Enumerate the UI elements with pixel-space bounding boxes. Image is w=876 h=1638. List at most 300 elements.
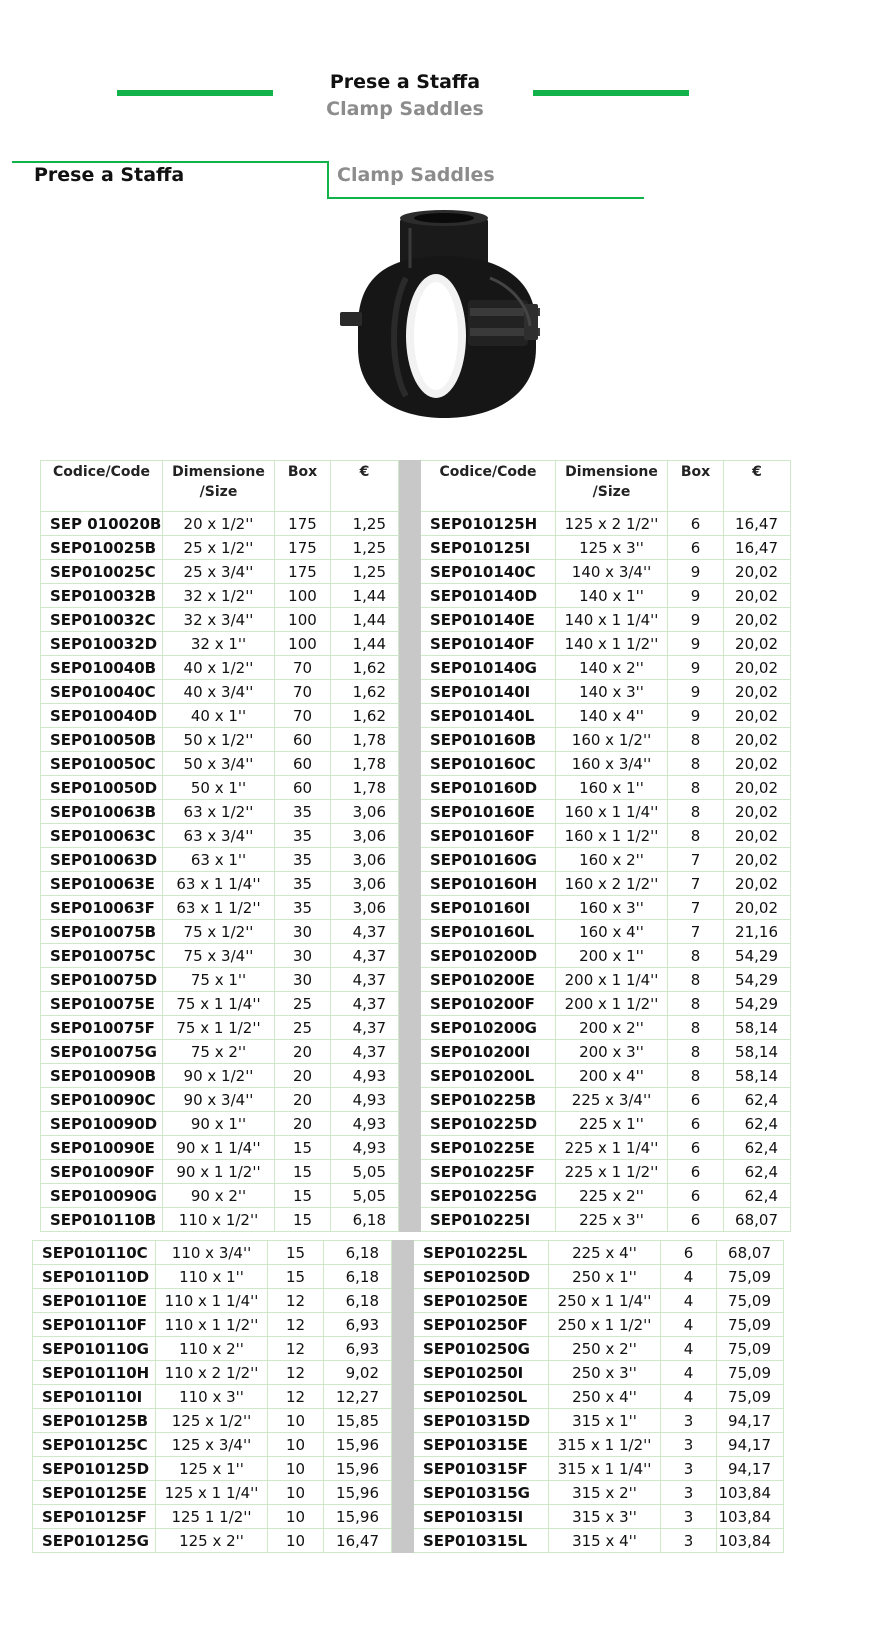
cell-box: 6 [668, 1184, 724, 1208]
cell-box: 8 [668, 1016, 724, 1040]
cell-box: 35 [275, 824, 331, 848]
cell-code: SEP010200L [421, 1064, 556, 1088]
cell-price: 54,29 [724, 992, 791, 1016]
cell-price: 15,96 [324, 1433, 392, 1457]
cell-code: SEP010075D [41, 968, 163, 992]
table-row [41, 944, 791, 968]
cell-code: SEP010160B [421, 728, 556, 752]
cell-box: 12 [268, 1289, 324, 1313]
cell-size: 125 x 1/2'' [156, 1409, 268, 1433]
cell-size: 25 x 3/4'' [163, 560, 275, 584]
table-row [41, 680, 791, 704]
cell-code: SEP010140D [421, 584, 556, 608]
cell-price: 103,84 [717, 1529, 784, 1553]
cell-code: SEP010140E [421, 608, 556, 632]
cell-code: SEP010110F [33, 1313, 156, 1337]
cell-price: 58,14 [724, 1040, 791, 1064]
cell-size: 140 x 1'' [556, 584, 668, 608]
cell-size: 125 x 3/4'' [156, 1433, 268, 1457]
cell-box: 20 [275, 1112, 331, 1136]
cell-size: 110 x 1 1/4'' [156, 1289, 268, 1313]
cell-price: 4,37 [331, 944, 399, 968]
cell-code: SEP010250D [414, 1265, 549, 1289]
cell-price: 62,4 [724, 1112, 791, 1136]
cell-box: 70 [275, 680, 331, 704]
cell-box: 4 [661, 1385, 717, 1409]
cell-box: 25 [275, 1016, 331, 1040]
cell-size: 140 x 2'' [556, 656, 668, 680]
cell-price: 20,02 [724, 800, 791, 824]
cell-code: SEP010200F [421, 992, 556, 1016]
cell-size: 75 x 1/2'' [163, 920, 275, 944]
cell-size: 225 x 1 1/4'' [556, 1136, 668, 1160]
cell-box: 35 [275, 800, 331, 824]
cell-price: 1,44 [331, 632, 399, 656]
cell-box: 70 [275, 704, 331, 728]
cell-price: 4,93 [331, 1064, 399, 1088]
cell-box: 12 [268, 1385, 324, 1409]
cell-size: 225 x 1 1/2'' [556, 1160, 668, 1184]
cell-box: 3 [661, 1505, 717, 1529]
cell-box: 6 [668, 1112, 724, 1136]
column-separator [392, 1409, 414, 1433]
cell-size: 160 x 4'' [556, 920, 668, 944]
cell-price: 20,02 [724, 896, 791, 920]
price-table-top [40, 460, 791, 1232]
col-header-box: Box [275, 461, 331, 512]
cell-size: 110 x 2'' [156, 1337, 268, 1361]
section-label-english: Clamp Saddles [337, 164, 495, 186]
section-rule-left [12, 161, 328, 163]
table-row [33, 1289, 784, 1313]
cell-code: SEP010200I [421, 1040, 556, 1064]
cell-size: 63 x 3/4'' [163, 824, 275, 848]
cell-code: SEP010090D [41, 1112, 163, 1136]
col-header-size-line2: /Size [592, 484, 631, 500]
section-rule-step [327, 161, 329, 199]
column-separator [392, 1361, 414, 1385]
col-header-size [163, 461, 275, 512]
cell-code: SEP010250I [414, 1361, 549, 1385]
table-row [33, 1529, 784, 1553]
cell-size: 225 x 3/4'' [556, 1088, 668, 1112]
column-separator [399, 896, 421, 920]
cell-code: SEP010125C [33, 1433, 156, 1457]
cell-price: 12,27 [324, 1385, 392, 1409]
cell-code: SEP010050B [41, 728, 163, 752]
cell-code: SEP010160H [421, 872, 556, 896]
cell-box: 3 [661, 1433, 717, 1457]
cell-price: 3,06 [331, 896, 399, 920]
cell-size: 200 x 3'' [556, 1040, 668, 1064]
table-row [33, 1265, 784, 1289]
cell-box: 7 [668, 872, 724, 896]
cell-price: 75,09 [717, 1289, 784, 1313]
cell-box: 20 [275, 1088, 331, 1112]
cell-price: 21,16 [724, 920, 791, 944]
cell-price: 20,02 [724, 632, 791, 656]
cell-price: 5,05 [331, 1160, 399, 1184]
column-separator [399, 752, 421, 776]
cell-size: 160 x 3'' [556, 896, 668, 920]
column-separator [399, 920, 421, 944]
cell-box: 3 [661, 1457, 717, 1481]
cell-price: 4,37 [331, 992, 399, 1016]
cell-price: 20,02 [724, 680, 791, 704]
cell-box: 4 [661, 1337, 717, 1361]
table-row [41, 1040, 791, 1064]
cell-size: 110 x 1/2'' [163, 1208, 275, 1232]
cell-size: 32 x 3/4'' [163, 608, 275, 632]
cell-size: 75 x 1'' [163, 968, 275, 992]
cell-size: 125 x 2 1/2'' [556, 512, 668, 536]
cell-box: 12 [268, 1337, 324, 1361]
cell-code: SEP010125G [33, 1529, 156, 1553]
column-separator [392, 1481, 414, 1505]
table-row [41, 920, 791, 944]
table-row [41, 824, 791, 848]
table-row [41, 848, 791, 872]
cell-box: 60 [275, 752, 331, 776]
cell-box: 8 [668, 776, 724, 800]
column-separator [399, 608, 421, 632]
cell-size: 90 x 3/4'' [163, 1088, 275, 1112]
cell-price: 75,09 [717, 1361, 784, 1385]
cell-code: SEP010063B [41, 800, 163, 824]
table-row [41, 968, 791, 992]
cell-code: SEP010110D [33, 1265, 156, 1289]
cell-size: 250 x 2'' [549, 1337, 661, 1361]
cell-box: 15 [275, 1208, 331, 1232]
cell-size: 140 x 4'' [556, 704, 668, 728]
cell-price: 75,09 [717, 1265, 784, 1289]
column-separator [399, 776, 421, 800]
cell-price: 20,02 [724, 872, 791, 896]
cell-box: 35 [275, 848, 331, 872]
cell-box: 15 [268, 1265, 324, 1289]
cell-box: 12 [268, 1361, 324, 1385]
cell-box: 6 [668, 536, 724, 560]
column-separator [392, 1241, 414, 1265]
cell-size: 200 x 1 1/4'' [556, 968, 668, 992]
cell-box: 25 [275, 992, 331, 1016]
cell-box: 15 [275, 1160, 331, 1184]
cell-code: SEP010110E [33, 1289, 156, 1313]
cell-box: 15 [268, 1241, 324, 1265]
column-separator [399, 584, 421, 608]
cell-price: 20,02 [724, 608, 791, 632]
column-separator [392, 1289, 414, 1313]
table-row [33, 1409, 784, 1433]
cell-size: 125 x 1 1/4'' [156, 1481, 268, 1505]
cell-box: 9 [668, 680, 724, 704]
cell-code: SEP010160E [421, 800, 556, 824]
column-separator [399, 461, 421, 512]
table-row [41, 1160, 791, 1184]
column-separator [392, 1529, 414, 1553]
table-row [41, 536, 791, 560]
cell-box: 7 [668, 848, 724, 872]
cell-code: SEP010032B [41, 584, 163, 608]
cell-price: 62,4 [724, 1136, 791, 1160]
cell-price: 103,84 [717, 1481, 784, 1505]
cell-size: 50 x 1/2'' [163, 728, 275, 752]
cell-price: 1,78 [331, 728, 399, 752]
cell-size: 225 x 3'' [556, 1208, 668, 1232]
cell-price: 62,4 [724, 1160, 791, 1184]
cell-box: 4 [661, 1313, 717, 1337]
cell-price: 94,17 [717, 1433, 784, 1457]
table-row [41, 632, 791, 656]
cell-size: 315 x 1 1/2'' [549, 1433, 661, 1457]
cell-size: 225 x 4'' [549, 1241, 661, 1265]
cell-size: 160 x 3/4'' [556, 752, 668, 776]
column-separator [399, 848, 421, 872]
header-left-rule [117, 90, 273, 96]
col-header-size [556, 461, 668, 512]
cell-size: 140 x 1 1/4'' [556, 608, 668, 632]
cell-code: SEP010025C [41, 560, 163, 584]
cell-code: SEP 010020B [41, 512, 163, 536]
cell-box: 8 [668, 1064, 724, 1088]
cell-code: SEP010160F [421, 824, 556, 848]
cell-code: SEP010225L [414, 1241, 549, 1265]
cell-size: 90 x 1 1/2'' [163, 1160, 275, 1184]
cell-size: 160 x 1/2'' [556, 728, 668, 752]
table-row [41, 872, 791, 896]
cell-size: 90 x 2'' [163, 1184, 275, 1208]
cell-code: SEP010200G [421, 1016, 556, 1040]
cell-price: 6,18 [324, 1241, 392, 1265]
cell-box: 6 [668, 1160, 724, 1184]
table-row [41, 1208, 791, 1232]
cell-size: 20 x 1/2'' [163, 512, 275, 536]
cell-size: 250 x 1 1/4'' [549, 1289, 661, 1313]
section-label-italian: Prese a Staffa [34, 164, 185, 186]
cell-code: SEP010250G [414, 1337, 549, 1361]
table-row [33, 1385, 784, 1409]
cell-price: 54,29 [724, 944, 791, 968]
table-row [41, 584, 791, 608]
cell-size: 160 x 1 1/2'' [556, 824, 668, 848]
cell-size: 140 x 3'' [556, 680, 668, 704]
column-separator [399, 992, 421, 1016]
table-row [33, 1313, 784, 1337]
cell-code: SEP010140I [421, 680, 556, 704]
column-separator [399, 1160, 421, 1184]
cell-code: SEP010110H [33, 1361, 156, 1385]
cell-box: 8 [668, 944, 724, 968]
cell-code: SEP010200D [421, 944, 556, 968]
cell-size: 315 x 1 1/4'' [549, 1457, 661, 1481]
cell-box: 3 [661, 1409, 717, 1433]
cell-price: 1,25 [331, 512, 399, 536]
cell-size: 160 x 2'' [556, 848, 668, 872]
cell-box: 175 [275, 512, 331, 536]
cell-code: SEP010200E [421, 968, 556, 992]
cell-size: 63 x 1 1/4'' [163, 872, 275, 896]
table-row [41, 800, 791, 824]
column-separator [399, 872, 421, 896]
cell-box: 8 [668, 824, 724, 848]
cell-box: 8 [668, 968, 724, 992]
cell-code: SEP010140L [421, 704, 556, 728]
cell-price: 6,93 [324, 1313, 392, 1337]
cell-size: 250 x 4'' [549, 1385, 661, 1409]
cell-size: 75 x 2'' [163, 1040, 275, 1064]
table-row [41, 752, 791, 776]
cell-price: 3,06 [331, 848, 399, 872]
column-separator [399, 632, 421, 656]
cell-price: 20,02 [724, 728, 791, 752]
table-row [41, 1088, 791, 1112]
cell-size: 200 x 4'' [556, 1064, 668, 1088]
column-separator [399, 560, 421, 584]
cell-code: SEP010250E [414, 1289, 549, 1313]
table-row [33, 1337, 784, 1361]
cell-box: 9 [668, 608, 724, 632]
column-separator [392, 1505, 414, 1529]
cell-code: SEP010075C [41, 944, 163, 968]
cell-price: 103,84 [717, 1505, 784, 1529]
table-row [33, 1361, 784, 1385]
cell-box: 6 [668, 1136, 724, 1160]
price-table-bottom [32, 1240, 784, 1553]
cell-price: 1,44 [331, 608, 399, 632]
cell-code: SEP010032D [41, 632, 163, 656]
cell-size: 200 x 1 1/2'' [556, 992, 668, 1016]
cell-box: 35 [275, 896, 331, 920]
table-row [41, 992, 791, 1016]
cell-box: 8 [668, 992, 724, 1016]
cell-box: 175 [275, 560, 331, 584]
cell-box: 35 [275, 872, 331, 896]
cell-code: SEP010225B [421, 1088, 556, 1112]
cell-size: 125 x 1'' [156, 1457, 268, 1481]
table-row [41, 1112, 791, 1136]
cell-box: 9 [668, 560, 724, 584]
cell-code: SEP010063E [41, 872, 163, 896]
cell-box: 4 [661, 1289, 717, 1313]
cell-size: 40 x 1'' [163, 704, 275, 728]
column-separator [399, 1136, 421, 1160]
cell-size: 110 x 2 1/2'' [156, 1361, 268, 1385]
column-separator [399, 536, 421, 560]
cell-code: SEP010225F [421, 1160, 556, 1184]
cell-price: 20,02 [724, 848, 791, 872]
cell-code: SEP010140G [421, 656, 556, 680]
cell-box: 100 [275, 608, 331, 632]
cell-code: SEP010225G [421, 1184, 556, 1208]
cell-box: 8 [668, 752, 724, 776]
cell-price: 68,07 [717, 1241, 784, 1265]
cell-code: SEP010032C [41, 608, 163, 632]
column-separator [399, 1064, 421, 1088]
table-row [41, 1016, 791, 1040]
cell-code: SEP010110B [41, 1208, 163, 1232]
cell-size: 32 x 1/2'' [163, 584, 275, 608]
cell-box: 10 [268, 1409, 324, 1433]
cell-size: 50 x 3/4'' [163, 752, 275, 776]
cell-size: 200 x 1'' [556, 944, 668, 968]
column-separator [392, 1337, 414, 1361]
cell-price: 1,44 [331, 584, 399, 608]
cell-size: 125 1 1/2'' [156, 1505, 268, 1529]
cell-size: 200 x 2'' [556, 1016, 668, 1040]
table-row [41, 728, 791, 752]
cell-price: 5,05 [331, 1184, 399, 1208]
cell-size: 90 x 1'' [163, 1112, 275, 1136]
cell-size: 32 x 1'' [163, 632, 275, 656]
cell-size: 160 x 1 1/4'' [556, 800, 668, 824]
table-row [41, 1064, 791, 1088]
cell-size: 40 x 3/4'' [163, 680, 275, 704]
cell-price: 20,02 [724, 656, 791, 680]
cell-code: SEP010075F [41, 1016, 163, 1040]
cell-box: 60 [275, 728, 331, 752]
cell-code: SEP010110C [33, 1241, 156, 1265]
cell-size: 110 x 1'' [156, 1265, 268, 1289]
cell-price: 1,62 [331, 704, 399, 728]
cell-size: 90 x 1/2'' [163, 1064, 275, 1088]
column-separator [399, 704, 421, 728]
cell-code: SEP010160I [421, 896, 556, 920]
cell-size: 75 x 1 1/4'' [163, 992, 275, 1016]
col-header-size-line1: Dimensione [565, 464, 658, 480]
table-row [41, 560, 791, 584]
cell-box: 10 [268, 1505, 324, 1529]
cell-price: 4,37 [331, 920, 399, 944]
cell-code: SEP010063C [41, 824, 163, 848]
col-header-code: Codice/Code [421, 461, 556, 512]
cell-box: 12 [268, 1313, 324, 1337]
cell-code: SEP010110G [33, 1337, 156, 1361]
column-separator [399, 656, 421, 680]
cell-price: 16,47 [724, 512, 791, 536]
cell-price: 9,02 [324, 1361, 392, 1385]
column-separator [399, 1208, 421, 1232]
cell-price: 4,93 [331, 1136, 399, 1160]
page-subtitle: Clamp Saddles [326, 98, 484, 120]
cell-size: 125 x 3'' [556, 536, 668, 560]
cell-box: 9 [668, 632, 724, 656]
cell-size: 125 x 2'' [156, 1529, 268, 1553]
cell-size: 110 x 3'' [156, 1385, 268, 1409]
cell-box: 70 [275, 656, 331, 680]
cell-code: SEP010075G [41, 1040, 163, 1064]
cell-code: SEP010063F [41, 896, 163, 920]
cell-code: SEP010040B [41, 656, 163, 680]
cell-code: SEP010025B [41, 536, 163, 560]
cell-price: 3,06 [331, 824, 399, 848]
cell-size: 225 x 1'' [556, 1112, 668, 1136]
cell-code: SEP010125F [33, 1505, 156, 1529]
cell-price: 4,37 [331, 1016, 399, 1040]
cell-code: SEP010160G [421, 848, 556, 872]
column-separator [399, 1040, 421, 1064]
cell-price: 15,96 [324, 1457, 392, 1481]
cell-price: 1,25 [331, 560, 399, 584]
cell-code: SEP010125H [421, 512, 556, 536]
table-row [41, 608, 791, 632]
cell-code: SEP010040C [41, 680, 163, 704]
cell-box: 3 [661, 1529, 717, 1553]
cell-code: SEP010125D [33, 1457, 156, 1481]
cell-code: SEP010250L [414, 1385, 549, 1409]
table-row [41, 776, 791, 800]
cell-code: SEP010315L [414, 1529, 549, 1553]
column-separator [399, 1088, 421, 1112]
